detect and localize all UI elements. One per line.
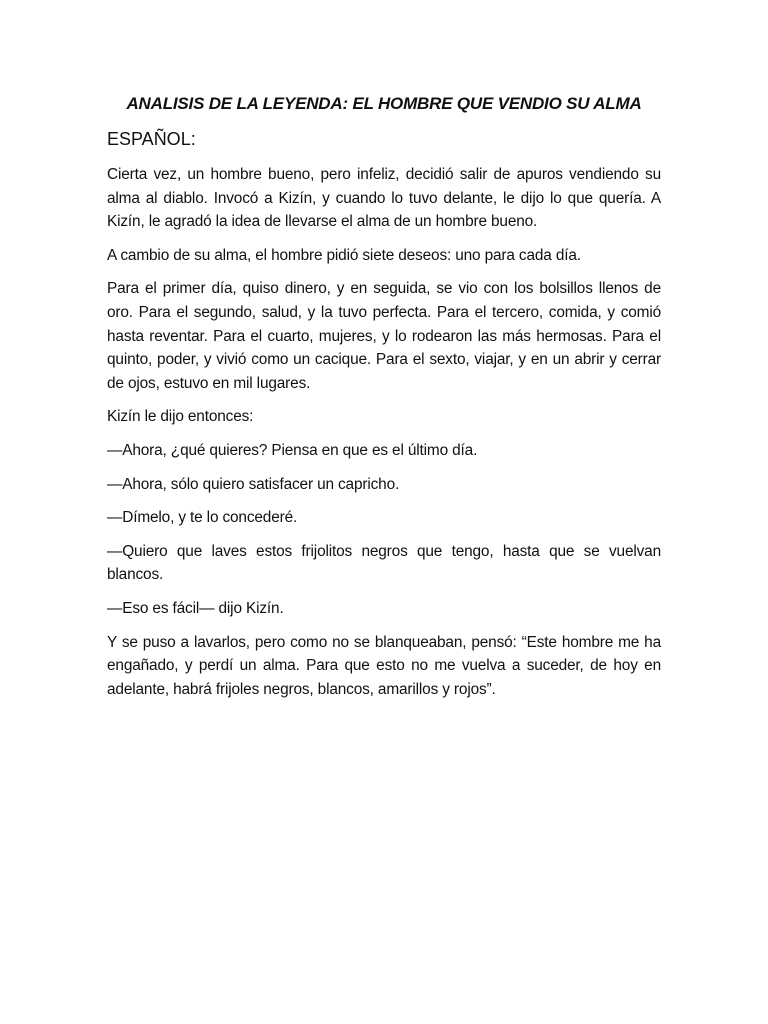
paragraph: Para el primer día, quiso dinero, y en seguida, se vio con los bolsillos llenos de oro. Para el segundo, salud, y la tuvo perfecta. Para el tercero, comida, y comió hasta reventar. Para el cuarto, mujeres, y lo rodearon las más hermosas. Para el quinto, poder, y vivió como un cacique. Para el sexto, viajar, y en un abrir y cerrar de ojos, estuvo en mil lugares. <box>107 280 661 392</box>
dialogue-line: —Eso es fácil— dijo Kizín. <box>107 599 284 617</box>
dialogue-line: —Dímelo, y te lo concederé. <box>107 509 298 527</box>
document-title: ANALISIS DE LA LEYENDA: EL HOMBRE QUE VENDIO SU ALMA <box>126 94 642 113</box>
paragraph: Cierta vez, un hombre bueno, pero infeliz, decidió salir de apuros vendiendo su alma al diablo. Invocó a Kizín, y cuando lo tuvo delante, le dijo lo que quería. A Kizín, le agradó la idea de llevarse el alma de un hombre bueno. <box>107 166 661 231</box>
dialogue-line: —Ahora, ¿qué quieres? Piensa en que es el último día. <box>107 441 478 459</box>
dialogue-line: —Quiero que laves estos frijolitos negros que tengo, hasta que se vuelvan blancos. <box>107 542 661 584</box>
paragraph: Kizín le dijo entonces: <box>107 408 254 426</box>
paragraph: A cambio de su alma, el hombre pidió siete deseos: uno para cada día. <box>107 246 581 264</box>
paragraph: Y se puso a lavarlos, pero como no se blanqueaban, pensó: “Este hombre me ha engañado, y perdí un alma. Para que esto no me vuelva a suceder, de hoy en adelante, habrá frijoles negros, blancos, amarillos y rojos”. <box>107 633 661 698</box>
section-heading: ESPAÑOL: <box>107 129 196 149</box>
dialogue-line: —Ahora, sólo quiero satisfacer un capricho. <box>107 475 400 493</box>
